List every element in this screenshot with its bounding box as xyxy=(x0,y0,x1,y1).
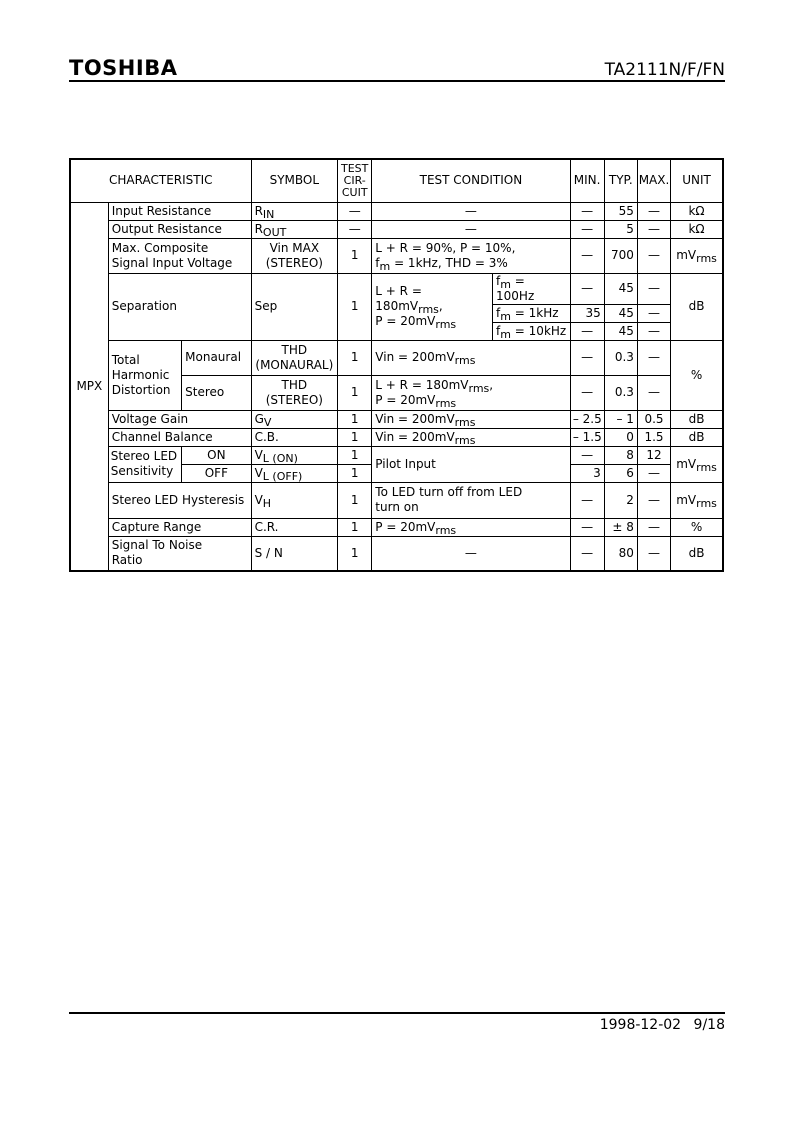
table-row xyxy=(70,273,723,304)
circuit-cell: 1 xyxy=(338,428,372,446)
footer-page: 9/18 xyxy=(693,1017,725,1033)
min-cell: 3 xyxy=(570,464,604,482)
characteristic-name: Output Resistance xyxy=(108,220,251,238)
table-row xyxy=(70,482,723,518)
unit-cell: dB xyxy=(671,273,723,340)
characteristic-name: Separation xyxy=(108,273,251,340)
max-cell: — xyxy=(637,273,670,304)
typ-cell: 0.3 xyxy=(604,375,637,410)
min-cell: — xyxy=(570,322,604,340)
table-row xyxy=(70,518,723,536)
typ-cell: 0.3 xyxy=(604,340,637,375)
symbol-cell: $V_{L (ON)}$ xyxy=(251,446,338,464)
max-cell: — xyxy=(637,202,670,220)
circuit-cell: 1 xyxy=(338,446,372,464)
header-typ: TYP. xyxy=(604,159,637,202)
max-cell: — xyxy=(637,238,670,273)
max-cell: — xyxy=(637,464,670,482)
circuit-cell: 1 xyxy=(338,375,372,410)
frequency-cell: $f_m = 10kHz$ xyxy=(493,322,570,340)
symbol-cell: C.B. xyxy=(251,428,338,446)
min-cell: — xyxy=(570,518,604,536)
max-cell: — xyxy=(637,304,670,322)
condition-cell: Vin = $200mV_{rms}$ xyxy=(372,428,570,446)
typ-cell: 2 xyxy=(604,482,637,518)
typ-cell: 5 xyxy=(604,220,637,238)
min-cell: — xyxy=(570,238,604,273)
symbol-cell: C.R. xyxy=(251,518,338,536)
thd-mode-monaural: Monaural xyxy=(182,340,251,375)
footer xyxy=(600,1016,725,1034)
typ-cell: 8 xyxy=(604,446,637,464)
min-cell: 35 xyxy=(570,304,604,322)
symbol-cell: S / N xyxy=(251,536,338,571)
condition-cell: Vin = $200mV_{rms}$ xyxy=(372,340,570,375)
table-row xyxy=(70,410,723,428)
typ-cell: 80 xyxy=(604,536,637,571)
max-cell: 0.5 xyxy=(637,410,670,428)
symbol-cell: $G_V$ xyxy=(251,410,338,428)
characteristic-name: Channel Balance xyxy=(108,428,251,446)
condition-cell: L + R = 90%, P = 10%, $f_m = 1kHz$, THD = 3% xyxy=(372,238,570,273)
footer-rule xyxy=(69,1012,725,1014)
header-test-circuit-line1: TEST xyxy=(341,161,369,175)
circuit-cell: 1 xyxy=(338,273,372,340)
unit-cell: dB xyxy=(671,410,723,428)
frequency-cell: $f_m = 100Hz$ xyxy=(493,273,570,304)
frequency-cell: $f_m = 1kHz$ xyxy=(493,304,570,322)
circuit-cell: 1 xyxy=(338,464,372,482)
thd-mode-stereo: Stereo xyxy=(182,375,251,410)
max-cell: — xyxy=(637,220,670,238)
min-cell: — xyxy=(570,220,604,238)
condition-cell: Pilot Input xyxy=(372,446,570,482)
typ-cell: 0 xyxy=(604,428,637,446)
table-row xyxy=(70,220,723,238)
max-cell: 12 xyxy=(637,446,670,464)
toshiba-logo: TOSHIBA xyxy=(69,56,178,80)
min-cell: — xyxy=(570,375,604,410)
condition-cell: To LED turn off from LED turn on xyxy=(372,482,570,518)
min-cell: — xyxy=(570,482,604,518)
characteristic-name: Stereo LED Sensitivity xyxy=(108,446,181,482)
typ-cell: ± 8 xyxy=(604,518,637,536)
header-test-condition: TEST CONDITION xyxy=(372,159,570,202)
max-cell: — xyxy=(637,518,670,536)
min-cell: – 2.5 xyxy=(570,410,604,428)
unit-cell: $mV_{rms}$ xyxy=(671,238,723,273)
circuit-cell: — xyxy=(338,220,372,238)
symbol-cell: THD (STEREO) xyxy=(251,375,338,410)
group-mpx: MPX xyxy=(70,202,108,571)
typ-cell: – 1 xyxy=(604,410,637,428)
symbol-cell: $R_{OUT}$ xyxy=(251,220,338,238)
characteristic-name: Voltage Gain xyxy=(108,410,251,428)
unit-cell: dB xyxy=(671,428,723,446)
max-cell: — xyxy=(637,340,670,375)
unit-cell: $mV_{rms}$ xyxy=(671,482,723,518)
min-cell: — xyxy=(570,273,604,304)
condition-cell: $L + R = 180mV_{rms}$, $P = 20mV_{rms}$ xyxy=(372,273,493,340)
unit-cell: % xyxy=(671,340,723,410)
max-cell: — xyxy=(637,375,670,410)
circuit-cell: 1 xyxy=(338,238,372,273)
header-symbol: SYMBOL xyxy=(251,159,338,202)
unit-cell: $mV_{rms}$ xyxy=(671,446,723,482)
condition-cell: Vin = $200mV_{rms}$ xyxy=(372,410,570,428)
min-cell: — xyxy=(570,536,604,571)
typ-cell: 45 xyxy=(604,322,637,340)
table-row xyxy=(70,446,723,464)
symbol-cell: THD (MONAURAL) xyxy=(251,340,338,375)
characteristic-name: Signal To Noise Ratio xyxy=(108,536,251,571)
header-test-circuit-line3: CUIT xyxy=(341,185,368,199)
part-number: TA2111N/F/FN xyxy=(604,60,725,80)
header-test-circuit xyxy=(338,159,372,202)
min-cell: — xyxy=(570,202,604,220)
characteristic-name: Stereo LED Hysteresis xyxy=(108,482,251,518)
min-cell: – 1.5 xyxy=(570,428,604,446)
header-min: MIN. xyxy=(570,159,604,202)
characteristic-name: Total Harmonic Distortion xyxy=(108,340,181,410)
header-unit: UNIT xyxy=(671,159,723,202)
symbol-cell: $V_H$ xyxy=(251,482,338,518)
circuit-cell: — xyxy=(338,202,372,220)
unit-cell: % xyxy=(671,518,723,536)
condition-cell: $L + R = 180mV_{rms}$, $P = 20mV_{rms}$ xyxy=(372,375,570,410)
max-cell: — xyxy=(637,482,670,518)
condition-cell: — xyxy=(372,220,570,238)
circuit-cell: 1 xyxy=(338,536,372,571)
circuit-cell: 1 xyxy=(338,482,372,518)
min-cell: — xyxy=(570,446,604,464)
footer-date: 1998-12-02 xyxy=(599,1017,682,1033)
typ-cell: 45 xyxy=(604,304,637,322)
condition-cell: — xyxy=(372,202,570,220)
characteristic-name: Input Resistance xyxy=(108,202,251,220)
circuit-cell: 1 xyxy=(338,518,372,536)
table-row xyxy=(70,536,723,571)
typ-cell: 55 xyxy=(604,202,637,220)
typ-cell: 45 xyxy=(604,273,637,304)
max-cell: 1.5 xyxy=(637,428,670,446)
table-row xyxy=(70,202,723,220)
min-cell: — xyxy=(570,340,604,375)
condition-cell: $P = 20mV_{rms}$ xyxy=(372,518,570,536)
led-mode-off: OFF xyxy=(182,464,251,482)
unit-cell: kΩ xyxy=(671,202,723,220)
header-rule xyxy=(69,80,725,82)
header-row xyxy=(70,159,723,202)
circuit-cell: 1 xyxy=(338,340,372,375)
led-mode-on: ON xyxy=(182,446,251,464)
unit-cell: kΩ xyxy=(671,220,723,238)
electrical-characteristics-table xyxy=(69,158,724,572)
max-cell: — xyxy=(637,536,670,571)
symbol-cell: Sep xyxy=(251,273,338,340)
characteristic-name: Capture Range xyxy=(108,518,251,536)
table-row xyxy=(70,238,723,273)
header-test-circuit-line2: CIR- xyxy=(343,173,366,187)
table-row xyxy=(70,428,723,446)
header-characteristic: CHARACTERISTIC xyxy=(70,159,251,202)
typ-cell: 6 xyxy=(604,464,637,482)
symbol-cell: Vin MAX (STEREO) xyxy=(251,238,338,273)
unit-cell: dB xyxy=(671,536,723,571)
typ-cell: 700 xyxy=(604,238,637,273)
characteristic-name: Max. Composite Signal Input Voltage xyxy=(108,238,251,273)
max-cell: — xyxy=(637,322,670,340)
header-max: MAX. xyxy=(637,159,670,202)
table-row xyxy=(70,340,723,375)
symbol-cell: $V_{L (OFF)}$ xyxy=(251,464,338,482)
symbol-cell: $R_{IN}$ xyxy=(251,202,338,220)
circuit-cell: 1 xyxy=(338,410,372,428)
condition-cell: — xyxy=(372,536,570,571)
